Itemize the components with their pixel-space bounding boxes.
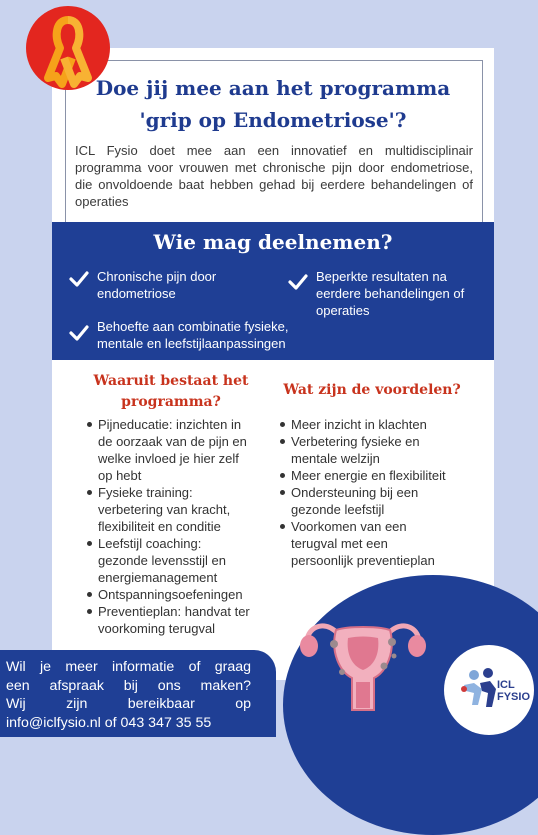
eligibility-item: Behoefte aan combinatie fysieke, mentale en leefstijlaanpassingen <box>69 318 329 352</box>
eligibility-band <box>52 222 494 360</box>
icl-fysio-logo <box>444 645 534 735</box>
awareness-ribbon-badge <box>26 6 110 90</box>
list-item: Preventieplan: handvat ter voorkoming terugval <box>86 603 276 637</box>
logo-figures-icon <box>444 645 534 735</box>
list-item: Fysieke training: verbetering van kracht, flexibiliteit en conditie <box>86 484 276 535</box>
logo-text-fysio: FYSIO <box>497 691 531 703</box>
contact-email-phone[interactable]: info@iclfysio.nl of 043 347 35 55 <box>6 714 212 731</box>
list-item: Voorkomen van een terugval met een persoonlijk preventieplan <box>279 518 479 569</box>
contact-box <box>0 650 276 737</box>
check-icon <box>288 274 308 290</box>
list-item: Meer energie en flexibiliteit <box>279 467 479 484</box>
check-icon <box>69 325 89 341</box>
list-item: Ontspanningsoefeningen <box>86 586 276 603</box>
list-item: Meer inzicht in klachten <box>279 416 479 433</box>
benefits-title: Wat zijn de voordelen? <box>283 382 461 398</box>
page-title <box>66 72 480 136</box>
contact-text: Wil je meer informatie of graag een afspraak bij ons maken? Wij zijn bereikbaar op info@iclfysio.nl of 043 347 35 55 <box>6 659 251 731</box>
eligibility-item: Chronische pijn door endometriose <box>69 268 279 302</box>
eligibility-item: Beperkte resultaten na eerdere behandelingen of operaties <box>288 268 494 319</box>
list-item: Leefstijl coaching: gezonde levensstijl en energiemanagement <box>86 535 276 586</box>
list-item: Pijneducatie: inzichten in de oorzaak van de pijn en welke invloed je hier zelf op hebt <box>86 416 276 484</box>
eligibility-title: Wie mag deelnemen? <box>153 230 393 254</box>
title-line-2: 'grip op Endometriose'? <box>139 108 407 132</box>
uterus-illustration <box>298 612 428 722</box>
program-list <box>86 416 276 637</box>
benefits-list <box>279 416 479 569</box>
awareness-ribbon-icon <box>26 6 110 90</box>
list-item: Ondersteuning bij een gezonde leefstijl <box>279 484 479 518</box>
check-icon <box>69 271 89 287</box>
list-item: Verbetering fysieke en mentale welzijn <box>279 433 479 467</box>
intro-paragraph: ICL Fysio doet mee aan een innovatief en multidisciplinair programma voor vrouwen met chronische pijn door endometriose, die onvoldoende baat hebben gehad bij eerdere behandelingen of operaties <box>75 143 473 209</box>
logo-text-icl: ICL <box>497 679 515 691</box>
program-title: Waaruit bestaat het programma? <box>93 373 249 410</box>
title-line-1: Doe jij mee aan het programma <box>95 76 451 100</box>
